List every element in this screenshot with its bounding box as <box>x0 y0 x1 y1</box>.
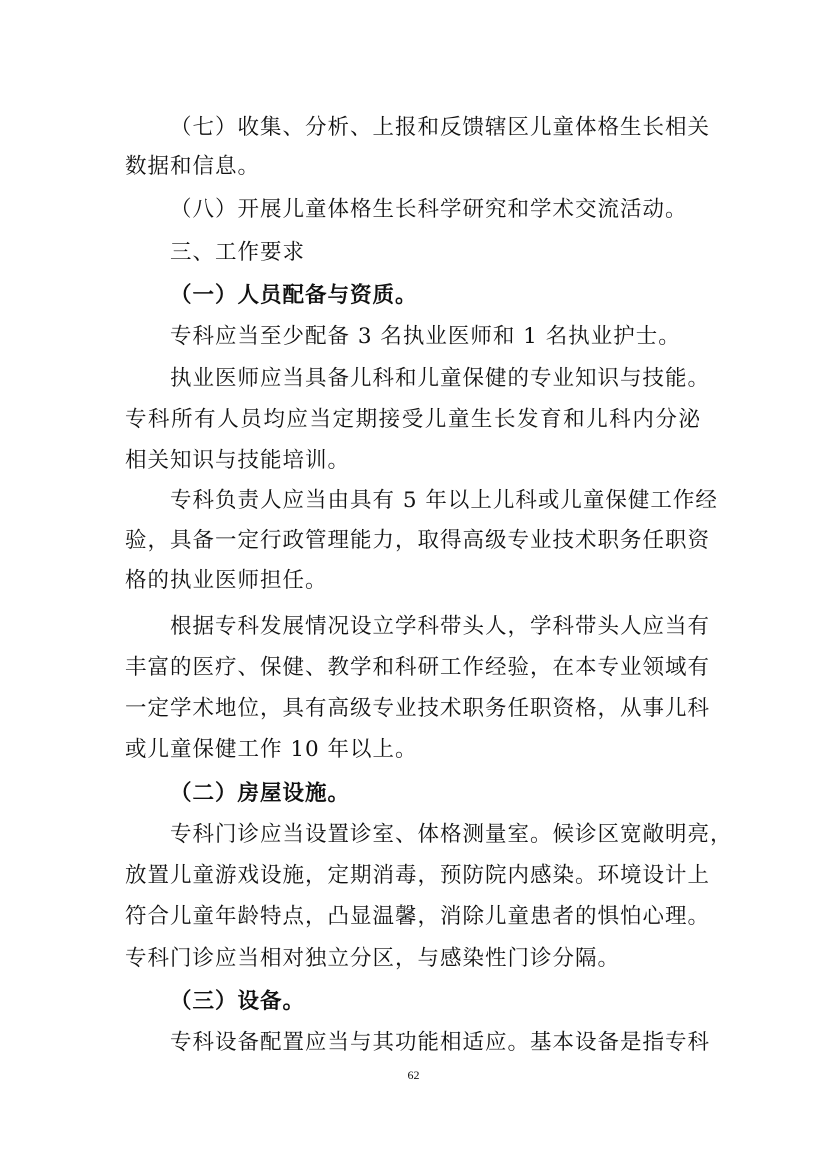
paragraph-line: （七）收集、分析、上报和反馈辖区儿童体格生长相关 <box>170 115 711 140</box>
paragraph-line: 放置儿童游戏设施，定期消毒，预防院内感染。环境设计上 <box>125 863 711 888</box>
paragraph-line: 专科负责人应当由具有 5 年以上儿科或儿童保健工作经 <box>170 488 718 513</box>
paragraph-line: （八）开展儿童体格生长科学研究和学术交流活动。 <box>170 197 688 222</box>
paragraph-line: 符合儿童年龄特点，凸显温馨，消除儿童患者的惧怕心理。 <box>125 904 711 929</box>
paragraph-line: 专科门诊应当相对独立分区，与感染性门诊分隔。 <box>125 946 621 971</box>
paragraph-line: 根据专科发展情况设立学科带头人，学科带头人应当有 <box>170 614 711 639</box>
section-heading: 三、工作要求 <box>170 240 306 265</box>
paragraph-line: 数据和信息。 <box>125 154 261 179</box>
paragraph-line: 专科门诊应当设置诊室、体格测量室。候诊区宽敞明亮， <box>170 822 733 847</box>
subsection-heading: （一）人员配备与资质。 <box>170 283 418 308</box>
paragraph-line: 专科所有人员均应当定期接受儿童生长发育和儿科内分泌 <box>125 407 701 432</box>
paragraph-line: 丰富的医疗、保健、教学和科研工作经验，在本专业领域有 <box>125 655 711 680</box>
paragraph-line: 相关知识与技能培训。 <box>125 448 351 473</box>
page-number: 62 <box>407 1068 420 1082</box>
paragraph-line: 一定学术地位，具有高级专业技术职务任职资格，从事儿科 <box>125 696 711 721</box>
paragraph-line: 格的执业医师担任。 <box>125 568 328 593</box>
paragraph-line: 或儿童保健工作 10 年以上。 <box>125 737 418 762</box>
paragraph-line: 执业医师应当具备儿科和儿童保健的专业知识与技能。 <box>170 366 711 391</box>
subsection-heading: （二）房屋设施。 <box>170 781 351 806</box>
paragraph-line: 验，具备一定行政管理能力，取得高级专业技术职务任职资 <box>125 528 711 553</box>
subsection-heading: （三）设备。 <box>170 989 306 1014</box>
paragraph-line: 专科应当至少配备 3 名执业医师和 1 名执业护士。 <box>170 324 681 349</box>
paragraph-line: 专科设备配置应当与其功能相适应。基本设备是指专科 <box>170 1030 711 1055</box>
